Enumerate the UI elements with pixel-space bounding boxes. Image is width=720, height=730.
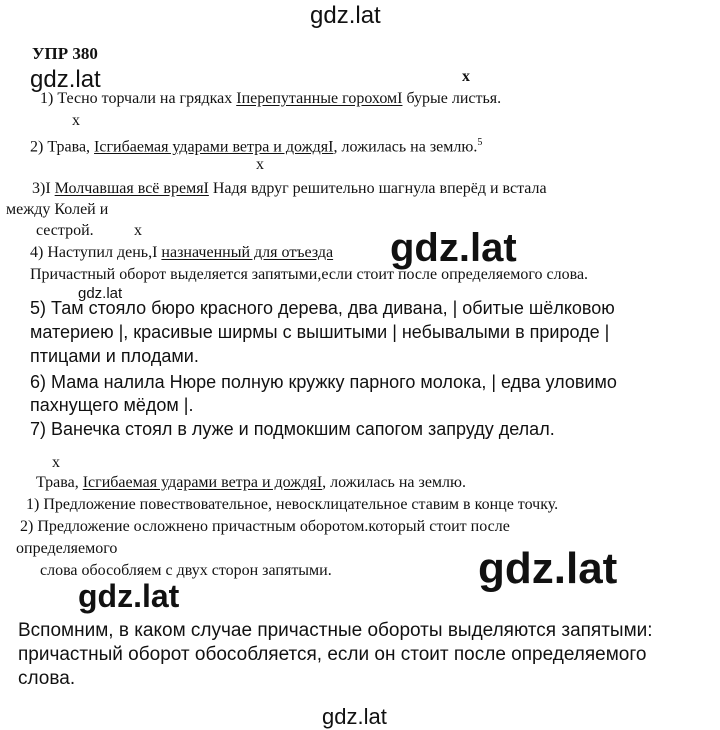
sentence-3-end: Надя вдруг решительно шагнула вперёд и встала [208,180,547,197]
sentence-3-line-2: между Колей и [6,201,109,218]
sentence-6-line-2: пахнущего мёдом |. [30,395,194,415]
sentence-3 [32,180,547,198]
sentence-5-line-1: 5) Там стояло бюро красного дерева, два дивана, | обитые шёлковою [30,298,615,318]
watermark-left-2: gdz.lat [78,578,180,614]
participle-phrase-3: Молчавшая всё времяI [54,180,209,197]
sentence-2-end: , ложилась на землю. [333,138,478,156]
analysis-phrase: Iсгибаемая ударами ветра и дождяI [82,474,323,491]
watermark-right: gdz.lat [478,544,618,593]
rule-block-line-2: причастный оборот обособляется, если он стоит после определяемого [18,644,647,665]
participle-phrase-1: Iперепутанные горохомI [236,90,403,107]
grammar-mark-x: x [72,112,80,129]
sentence-5-line-2: материею |, красивые ширмы с вышитыми | небывалыми в природе | [30,322,610,342]
grammar-mark-x: x [462,68,470,85]
grammar-mark-x: x [256,156,264,173]
sentence-3-line-3: сестрой. [36,222,94,239]
rule-note: Причастный оборот выделяется запятыми,если стоит после определяемого слова. [30,266,589,283]
analysis-start: Трава, [36,474,83,491]
analysis-sentence [36,474,466,492]
sentence-3-start: 3)I [32,180,55,197]
grammar-mark-x: x [52,454,60,471]
rule-block-line-1: Вспомним, в каком случае причастные обороты выделяются запятыми: [18,620,653,641]
analysis-point-2-end: слова обособляем с двух сторон запятыми. [40,562,332,579]
watermark-center: gdz.lat [390,226,517,270]
sentence-7: 7) Ванечка стоял в луже и подмокшим сапогом запруду делал. [30,419,555,439]
analysis-point-2-cont: определяемого [16,540,118,557]
watermark-bottom: gdz.lat [322,704,387,729]
analysis-point-2: 2) Предложение осложнено причастным оборотом.который стоит после [20,518,510,535]
sentence-4 [30,244,333,262]
watermark-left-1: gdz.lat [30,66,101,93]
sentence-2-start: 2) Трава, [30,138,95,156]
sentence-1 [40,90,501,108]
participle-phrase-2: Iсгибаемая ударами ветра и дождяI [94,138,334,156]
participle-phrase-4: назначенный для отъезда [161,244,334,261]
sentence-1-start: 1) Тесно торчали на грядках [40,90,237,107]
sentence-1-end: бурые листья. [402,90,502,107]
footnote-mark: 5 [477,137,483,148]
analysis-point-1: 1) Предложение повествовательное, невосклицательное ставим в конце точку. [26,496,559,513]
exercise-title: УПР 380 [32,44,98,63]
rule-block-line-3: слова. [18,668,76,689]
sentence-5-line-3: птицами и плодами. [30,346,199,366]
watermark-top: gdz.lat [310,2,381,29]
sentence-4-start: 4) Наступил день,I [30,244,162,261]
grammar-mark-x: x [134,222,142,239]
sentence-2 [30,134,482,156]
watermark-small: gdz.lat [78,285,123,302]
analysis-end: , ложилась на землю. [322,474,466,491]
sentence-6-line-1: 6) Мама налила Нюре полную кружку парного молока, | едва уловимо [30,372,617,392]
